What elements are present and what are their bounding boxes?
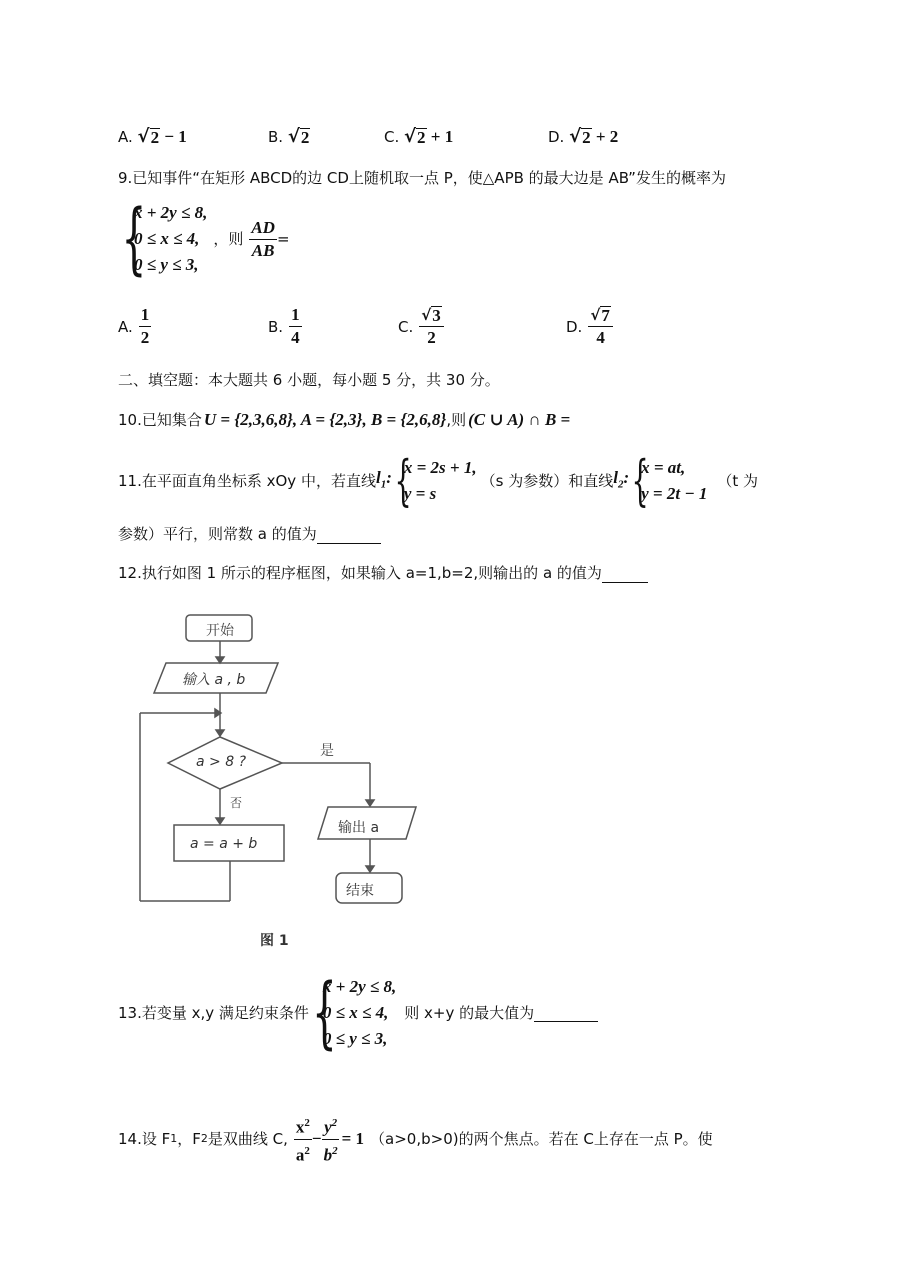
- q8-option-a: A. √ 2 − 1: [118, 126, 187, 147]
- section-heading: 二、填空题：本大题共 6 小题，每小题 5 分，共 30 分。: [118, 371, 500, 389]
- left-brace: {: [121, 194, 147, 284]
- constraint-system: x + 2y ≤ 8, 0 ≤ x ≤ 4, 0 ≤ y ≤ 3,: [134, 203, 208, 274]
- left-brace: {: [394, 449, 412, 512]
- sqrt-expression: √ 2: [287, 126, 310, 147]
- flow-input-label: 输入 a , b: [182, 672, 246, 688]
- q8-option-c: C. √ 2 + 1: [384, 126, 454, 147]
- q9-option-b: B. $\frac{1}{4}$: [268, 305, 300, 347]
- q8-option-b: B. √ 2: [268, 126, 310, 147]
- q9-option-a: A. $\frac{1}{2}$: [118, 305, 150, 347]
- q13: 13.若变量 x,y 满足约束条件 { x + 2y ≤ 8, 0 ≤ x ≤ 4, 0 ≤ y ≤ 3, 则 x+y 的最大值为: [118, 974, 598, 1052]
- q9-option-c: C. √ 3 2: [398, 304, 444, 349]
- fraction-y2-b2: $\frac{y^2}{b^2}$: [322, 1112, 340, 1166]
- q12-text: 12.执行如图 1 所示的程序框图，如果输入 a=1,b=2,则输出的 a 的值为: [118, 563, 648, 583]
- flowchart: [120, 605, 460, 955]
- q8-option-d: D. √ 2 + 2: [548, 126, 619, 147]
- sqrt-expression: √ 2: [404, 126, 426, 147]
- sqrt-expression: √ 2: [137, 126, 160, 147]
- flow-yes-label: 是: [320, 743, 334, 759]
- left-brace: {: [311, 968, 337, 1058]
- flow-assign-label: a = a + b: [190, 836, 258, 852]
- q11-line2: 参数）平行，则常数 a 的值为: [118, 524, 381, 544]
- left-brace: {: [631, 449, 649, 512]
- q9-text: 9.已知事件“在矩形 ABCD的边 CD上随机取一点 P，使△APB 的最大边是 AB”发生的概率为: [118, 169, 726, 187]
- answer-blank[interactable]: [534, 1005, 598, 1022]
- fraction-ad-ab: $\frac{AD}{AB}$: [251, 217, 275, 260]
- answer-blank[interactable]: [602, 566, 648, 583]
- q14: 14.设 F 1 ，F 2 是双曲线 C, $\frac{x^2}{a^2}$ − $\frac{y^2}{b^2}$ = 1 （a>0,b>0)的两个焦点。若在 C上存在一点 P。使: [118, 1112, 713, 1166]
- q9-system: { x + 2y ≤ 8, 0 ≤ x ≤ 4, 0 ≤ y ≤ 3, ，则 $\frac{AD}{AB}$ =: [121, 194, 290, 284]
- answer-blank[interactable]: [317, 527, 381, 544]
- q10: 10.已知集合 U = {2,3,6,8}, A = {2,3}, B = {2,6,8} ,则 (C ∪ A) ∩ B =: [118, 410, 571, 429]
- figure-caption: 图 1: [260, 933, 289, 949]
- flow-no-label: 否: [230, 796, 243, 810]
- sqrt-expression: √ 2: [569, 126, 591, 147]
- fraction-x2-a2: $\frac{x^2}{a^2}$: [294, 1112, 312, 1166]
- q11-line1: 11.在平面直角坐标系 xOy 中，若直线 $l_1$: { x = 2s + 1, y = s （s 为参数）和直线 $l_2$: { x = at, y = 2t − 1 （t 为: [118, 449, 759, 512]
- flow-output-label: 输出 a: [338, 820, 380, 836]
- flow-cond-label: a > 8 ?: [196, 754, 246, 770]
- q9-option-d: D. √ 7 4: [566, 304, 613, 349]
- flow-start-label: 开始: [206, 623, 234, 639]
- flow-end-label: 结束: [346, 883, 374, 899]
